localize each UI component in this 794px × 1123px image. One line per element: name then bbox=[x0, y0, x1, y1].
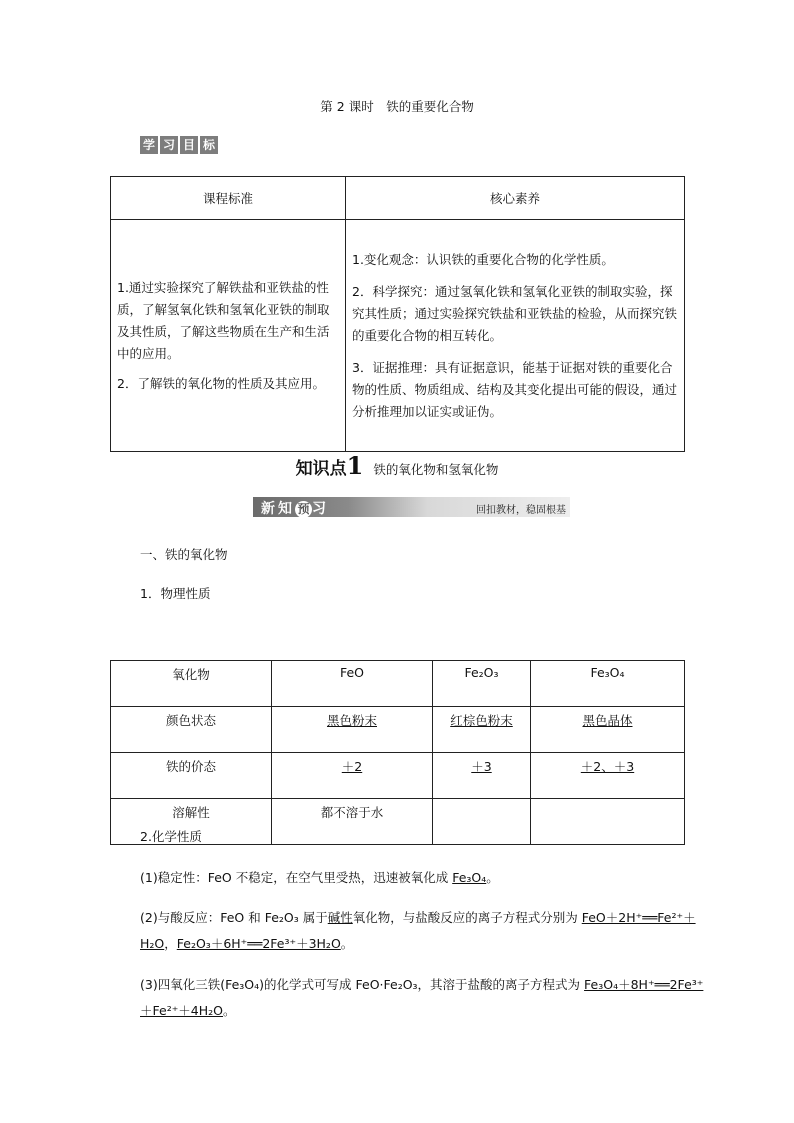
paragraph-text: (2)与酸反应：FeO 和 Fe₂O₃ 属于 bbox=[140, 910, 328, 925]
table-cell: Fe₂O₃ bbox=[433, 661, 531, 707]
answer-blank: Fe₂O₃＋6H⁺══2Fe³⁺＋3H₂O bbox=[176, 936, 341, 951]
banner-char: 新 bbox=[261, 501, 278, 517]
banner-char: 知 bbox=[278, 501, 295, 517]
paragraph-text: (3)四氧化三铁(Fe₃O₄)的化学式可写成 FeO·Fe₂O₃，其溶于盐酸的离子方程式为 bbox=[140, 977, 585, 992]
sub-heading-physical: 1．物理性质 bbox=[140, 586, 211, 601]
paragraph-text: 。 bbox=[486, 870, 499, 885]
goals-header-literacy: 核心素养 bbox=[346, 177, 685, 220]
table-cell-answer: ＋3 bbox=[433, 753, 531, 799]
knowledge-point-heading bbox=[0, 451, 794, 480]
goals-literacy-cell bbox=[346, 220, 685, 452]
table-row bbox=[111, 707, 685, 753]
table-cell-answer: ＋2、＋3 bbox=[531, 753, 685, 799]
table-cell bbox=[531, 799, 685, 845]
table-cell-answer: 红棕色粉末 bbox=[433, 707, 531, 753]
knowledge-point-prefix: 知识点 bbox=[295, 459, 347, 479]
preview-banner bbox=[253, 497, 570, 517]
answer-blank: FeO＋2H⁺══Fe²⁺＋H₂O bbox=[140, 910, 696, 951]
page-title: 第 2 课时 铁的重要化合物 bbox=[320, 99, 474, 114]
oxide-table bbox=[110, 660, 685, 845]
goal-literacy-item: 1.变化观念：认识铁的重要化合物的化学性质。 bbox=[352, 251, 614, 267]
table-cell-answer: 黑色晶体 bbox=[531, 707, 685, 753]
table-cell bbox=[433, 799, 531, 845]
sub-heading-chemical: 2.化学性质 bbox=[140, 829, 202, 844]
table-cell: 都不溶于水 bbox=[272, 799, 433, 845]
paragraph-stability bbox=[110, 865, 715, 891]
section-heading: 一、铁的氧化物 bbox=[140, 547, 228, 562]
badge-char: 目 bbox=[180, 136, 198, 154]
goal-standard-item: 2．了解铁的氧化物的性质及其应用。 bbox=[117, 375, 325, 391]
paragraph-text: 。 bbox=[223, 1003, 236, 1018]
badge-char: 习 bbox=[160, 136, 178, 154]
table-row bbox=[111, 661, 685, 707]
table-cell-answer: 黑色粉末 bbox=[272, 707, 433, 753]
table-cell-answer: ＋2 bbox=[272, 753, 433, 799]
badge-char: 标 bbox=[200, 136, 218, 154]
goal-literacy-item: 2．科学探究：通过氢氧化铁和氢氧化亚铁的制取实验，探究其性质；通过实验探究铁盐和亚铁盐的检验，从而探究铁的重要化合物的相互转化。 bbox=[352, 283, 678, 343]
banner-char-highlight: 预 bbox=[295, 501, 312, 518]
badge-char: 学 bbox=[140, 136, 158, 154]
knowledge-point-number: 1 bbox=[346, 451, 364, 480]
banner-tagline: 回扣教材，稳固根基 bbox=[476, 505, 566, 516]
paragraph-fe3o4 bbox=[110, 972, 715, 1024]
paragraph-text: (1)稳定性：FeO 不稳定，在空气里受热，迅速被氧化成 bbox=[140, 870, 453, 885]
paragraph-acid-reaction bbox=[110, 905, 715, 957]
goal-literacy-item: 3．证据推理：具有证据意识，能基于证据对铁的重要化合物的性质、物质组成、结构及其变化提出可能的假设，通过分析推理加以证实或证伪。 bbox=[352, 359, 678, 419]
goal-standard-item: 1.通过实验探究了解铁盐和亚铁盐的性质，了解氢氧化铁和氢氧化亚铁的制取及其性质，了解这些物质在生产和生活中的应用。 bbox=[117, 279, 330, 361]
answer-blank: Fe₃O₄＋8H⁺══2Fe³⁺＋Fe²⁺＋4H₂O bbox=[140, 977, 704, 1018]
table-cell: 颜色状态 bbox=[111, 707, 272, 753]
table-cell: FeO bbox=[272, 661, 433, 707]
learning-goals-badge bbox=[140, 136, 218, 154]
table-cell: 氧化物 bbox=[111, 661, 272, 707]
table-row bbox=[111, 753, 685, 799]
paragraph-text: ， bbox=[164, 936, 177, 951]
answer-blank: 碱性 bbox=[327, 910, 353, 925]
goals-standard-cell bbox=[111, 220, 346, 452]
knowledge-point-title: 铁的氧化物和氢氧化物 bbox=[373, 462, 499, 477]
answer-blank: Fe₃O₄ bbox=[452, 870, 487, 885]
paragraph-text: 。 bbox=[340, 936, 354, 951]
banner-char: 习 bbox=[312, 501, 329, 517]
table-cell: 铁的价态 bbox=[111, 753, 272, 799]
banner-label bbox=[261, 498, 329, 518]
table-cell: Fe₃O₄ bbox=[531, 661, 685, 707]
goals-table bbox=[110, 176, 685, 452]
paragraph-text: 氧化物，与盐酸反应的离子方程式分别为 bbox=[352, 910, 582, 925]
table-cell: 溶解性 bbox=[111, 799, 272, 845]
goals-header-standard: 课程标准 bbox=[111, 177, 346, 220]
